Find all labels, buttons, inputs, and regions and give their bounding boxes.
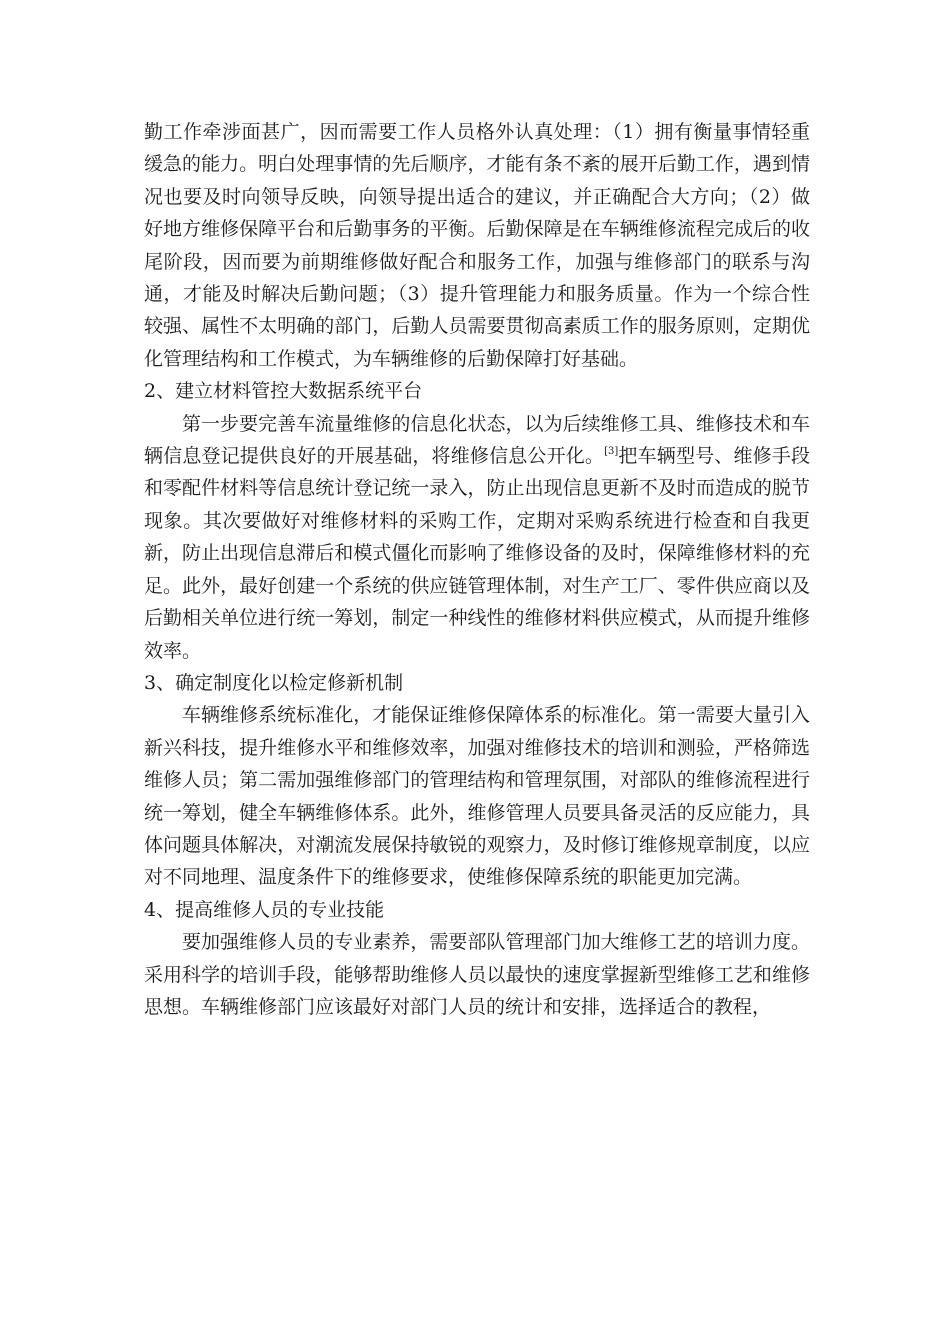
paragraph-maintenance-mechanism: 车辆维修系统标准化，才能保证维修保障体系的标准化。第一需要大量引入新兴科技，提升维修水平和维修效率，加强对维修技术的培训和测验，严格筛选维修人员；第二需加强维修部门的管理结构和管理氛围，对部队的维修流程进行统一筹划，健全车辆维修体系。此外，维修管理人员要具备灵活的反应能力，具体问题具体解决，对潮流发展保持敏锐的观察力，及时修订维修规章制度，以应对不同地理、温度条件下的维修要求，使维修保障系统的职能更加完满。 bbox=[144, 704, 810, 889]
section-heading-2: 2、建立材料管控大数据系统平台 bbox=[144, 380, 423, 403]
section-heading-4: 4、提高维修人员的专业技能 bbox=[144, 898, 385, 921]
citation-ref: [3] bbox=[604, 446, 619, 458]
paragraph-text-after-ref: 把车辆型号、维修手段和零配件材料等信息统计登记统一录入，防止出现信息更新不及时而造成的脱节现象。其次要做好对维修材料的采购工作，定期对采购系统进行检查和自我更新，防止出现信息滞后和模式僵化而影响了维修设备的及时，保障维修材料的充足。此外，最好创建一个系统的供应链管理体制，对生产工厂、零件供应商以及后勤相关单位进行统一筹划，制定一种线性的维修材料供应模式，从而提升维修效率。 bbox=[144, 445, 810, 662]
paragraph-logistics-continuation: 勤工作牵涉面甚广，因而需要工作人员格外认真处理：（1）拥有衡量事情轻重缓急的能力。明白处理事情的先后顺序，才能有条不紊的展开后勤工作，遇到情况也要及时向领导反映，向领导提出适合的建议，并正确配合大方向；（2）做好地方维修保障平台和后勤事务的平衡。后勤保障是在车辆维修流程完成后的收尾阶段，因而要为前期维修做好配合和服务工作，加强与维修部门的联系与沟通，才能及时解决后勤问题；（3）提升管理能力和服务质量。作为一个综合性较强、属性不太明确的部门，后勤人员需要贯彻高素质工作的服务原则，定期优化管理结构和工作模式，为车辆维修的后勤保障打好基础。 bbox=[144, 121, 810, 370]
paragraph-big-data-platform bbox=[144, 408, 810, 667]
document-page bbox=[144, 116, 810, 1023]
section-heading-3: 3、确定制度化以检定修新机制 bbox=[144, 671, 404, 694]
paragraph-professional-skills: 要加强维修人员的专业素养，需要部队管理部门加大维修工艺的培训力度。采用科学的培训手段，能够帮助维修人员以最快的速度掌握新型维修工艺和维修思想。车辆维修部门应该最好对部门人员的统计和安排，选择适合的教程， bbox=[144, 931, 810, 1018]
paragraph-text-before-ref: 第一步要完善车流量维修的信息化状态，以为后续维修工具、维修技术和车辆信息登记提供良好的开展基础，将维修信息公开化。 bbox=[144, 412, 810, 468]
